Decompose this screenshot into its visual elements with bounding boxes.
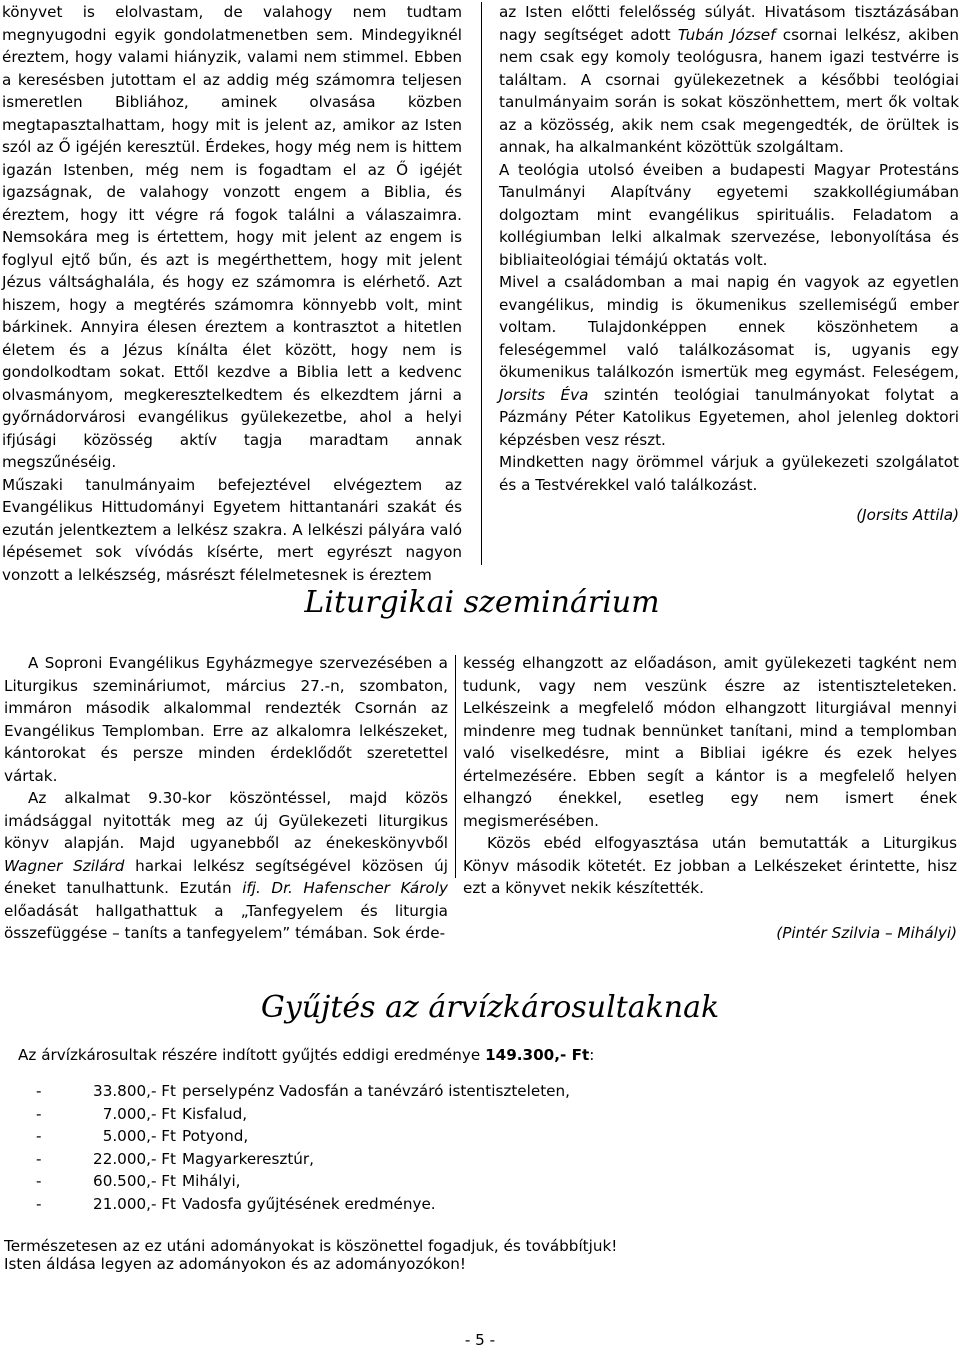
- signature: (Jorsits Attila): [856, 506, 959, 524]
- list-item: - 22.000,- Ft Magyarkeresztúr,: [36, 1149, 314, 1168]
- paragraph: Mivel a családomban a mai napig én vagyok az egyetlen evangélikus, mindig is ökumenikus szellemiségű ember voltam. Tulajdonképpen ennek köszönhetem a feleségemmel való találkozásomat is, ugyanis egy ökumenikus találkozón ismertük meg egymást. Feleségem, Jorsits Éva szintén teológiai tanulmányokat folytat a Pázmány Péter Katolikus Egyetemen, ahol jelenleg doktori képzésben vesz részt.: [499, 273, 960, 449]
- paragraph: A Soproni Evangélikus Egyházmegye szervezésében a Liturgikus szemináriumot, március 27.-n, szombaton, immáron második alkalommal rendezték Csornán az Evangélikus Templomban. Erre az alkalomra lelkészeket, kántorokat és persze minden érdeklődőt szeretettel vártak.: [4, 654, 448, 785]
- closing-thanks: Természetesen az ez utáni adományokat is köszönettel fogadjuk, és továbbítjuk!: [4, 1237, 618, 1255]
- section-title: Gyűjtés az árvízkárosultaknak: [260, 990, 720, 1025]
- list-item: - 7.000,- Ft Kisfalud,: [36, 1104, 248, 1123]
- list-item: - 21.000,- Ft Vadosfa gyűjtésének eredménye.: [36, 1194, 436, 1213]
- list-item: - 33.800,- Ft perselypénz Vadosfán a tanévzáró istentiszteleten,: [36, 1082, 570, 1100]
- donation-list: [36, 1080, 570, 1215]
- liturgikai-left-column: [4, 652, 448, 945]
- total-amount: 149.300,- Ft: [485, 1046, 590, 1064]
- person-name: Tubán József: [677, 25, 776, 44]
- liturgikai-right-column: [463, 652, 957, 944]
- paragraph: Mindketten nagy örömmel várjuk a gyülekezeti szolgálatot és a Testvérekkel való találkozást.: [499, 453, 959, 494]
- page-number: - 5 -: [464, 1331, 496, 1349]
- section-title: Liturgikai szeminárium: [304, 585, 660, 620]
- signature: (Pintér Szilvia – Mihályi): [776, 923, 957, 942]
- list-item: - 60.500,- Ft Mihályi,: [36, 1172, 241, 1190]
- paragraph: az Isten előtti felelősség súlyát. Hivatásom tisztázásában nagy segítséget adott Tubán József csornai lelkész, akiben nem csak egy komoly teológusra, hanem igazi testvérre is találtam. A csornai gyülekezetnek a későbbi teológiai tanulmányaim során is sokat köszönhettem, mert ők voltak az a közösség, akik nem csak megengedték, de örültek is annak, ha alkalmanként közöttük szolgáltam.: [499, 3, 960, 156]
- paragraph: Az alkalmat 9.30-kor köszöntéssel, majd közös imádsággal nyitották meg az új Gyülekezeti liturgikus könyv alapján. Majd ugyanebből az énekeskönyvből Wagner Szilárd harkai lelkész segítségével közösen új éneket tanulhattunk. Ezután ifj. Dr. Hafenscher Károly előadását hallgathattuk a „Tanfegyelem és liturgia összefüggése – taníts a tanfegyelem” témában. Sok érde-: [4, 789, 448, 942]
- person-name: Wagner Szilárd: [4, 856, 125, 875]
- paragraph: Műszaki tanulmányaim befejeztével elvégeztem az Evangélikus Hittudományi Egyetem hittantanári szakát és ezután jelentkeztem a lelkész szakra. A lelkészi pályára való lépésemet sok vívódás kísérte, mert egyrészt nagyon vonzott a lelkészség, másrészt félelmetesnek is éreztem: [2, 475, 462, 584]
- column-divider: [481, 2, 482, 565]
- paragraph: könyvet is elolvastam, de valahogy nem tudtam megnyugodni egyik gondolatmenetben sem. Mindegyiknél éreztem, hogy valami hiányzik, valami nem stimmel. Ebben a keresésben jutottam el az addig még számomra teljesen ismeretlen Bibliához, aminek olvasása közben megtapasztalhattam, hogy mit is jelent az, amikor az Isten szól az Ő igéjén keresztül. Érdekes, hogy még nem is hittem igazán Istenben, még nem is fogadtam el az Ő igéjét igazságnak, de valahogy vonzott engem a Biblia, és éreztem, hogy itt végre rá fogok találni a válaszaimra. Nemsokára meg is értettem, hogy mit jelent az engem is foglyul ejtő bűn, és azt is megérthettem, hogy mit jelent Jézus váltsághalála, és hogy ez számomra is elérhető. Azt hiszem, hogy a megtérés számomra könnyebb volt, mint bárkinek. Annyira élesen éreztem a kontrasztot a hitetlen életem és a Jézus kínálta élet között, hogy nem is gondolkodtam sokat. Ettől kezdve a Biblia lett a kedvenc olvasmányom, megkeresztelkedtem és elkezdtem járni a győrnádorvárosi evangélikus gyülekezetbe, ahol a helyi ifjúsági közösség aktív tagja maradtam annak megszűnéséig.: [2, 3, 462, 471]
- paragraph: A teológia utolsó éveiben a budapesti Magyar Protestáns Tanulmányi Alapítvány egyetemi szakkollégiumában dolgoztam mint evangélikus spirituális. Feladatom a kollégiumban lelki alkalmak szervezése, lebonyolítása és bibliaiteológiai témájú oktatás volt.: [499, 160, 959, 269]
- collection-intro: Az árvízkárosultak részére indított gyűjtés eddigi eredménye 149.300,- Ft:: [18, 1046, 595, 1064]
- article-left-column: [2, 1, 462, 586]
- paragraph: kesség elhangzott az előadáson, amit gyülekezeti tagként nem tudunk, vagy nem veszünk észre az istentiszteleteken. Lelkészeink a megfelelő módon elhangzott liturgiával mennyi mindenre meg tudnak bennünket tanítani, mind a templomban való viselkedésre, mint a Bibliai igékre és ezek helyes értelmezésére. Ebben segít a kántor is a megfelelő helyen elhangzó énekkel, esetleg egy nem ismert ének megismerésében.: [463, 654, 957, 830]
- list-item: - 5.000,- Ft Potyond,: [36, 1127, 249, 1145]
- closing-blessing: Isten áldása legyen az adományokon és az adományozókon!: [4, 1255, 466, 1273]
- person-name: Jorsits Éva: [499, 385, 589, 404]
- person-name: ifj. Dr. Hafenscher Károly: [242, 879, 448, 897]
- paragraph: Közös ebéd elfogyasztása után bemutatták a Liturgikus Könyv második kötetét. Ez jobban a Lelkészeket érintette, hisz ezt a könyvet nekik készítették.: [463, 834, 957, 897]
- column-divider: [455, 655, 456, 878]
- article-right-column: [499, 1, 959, 527]
